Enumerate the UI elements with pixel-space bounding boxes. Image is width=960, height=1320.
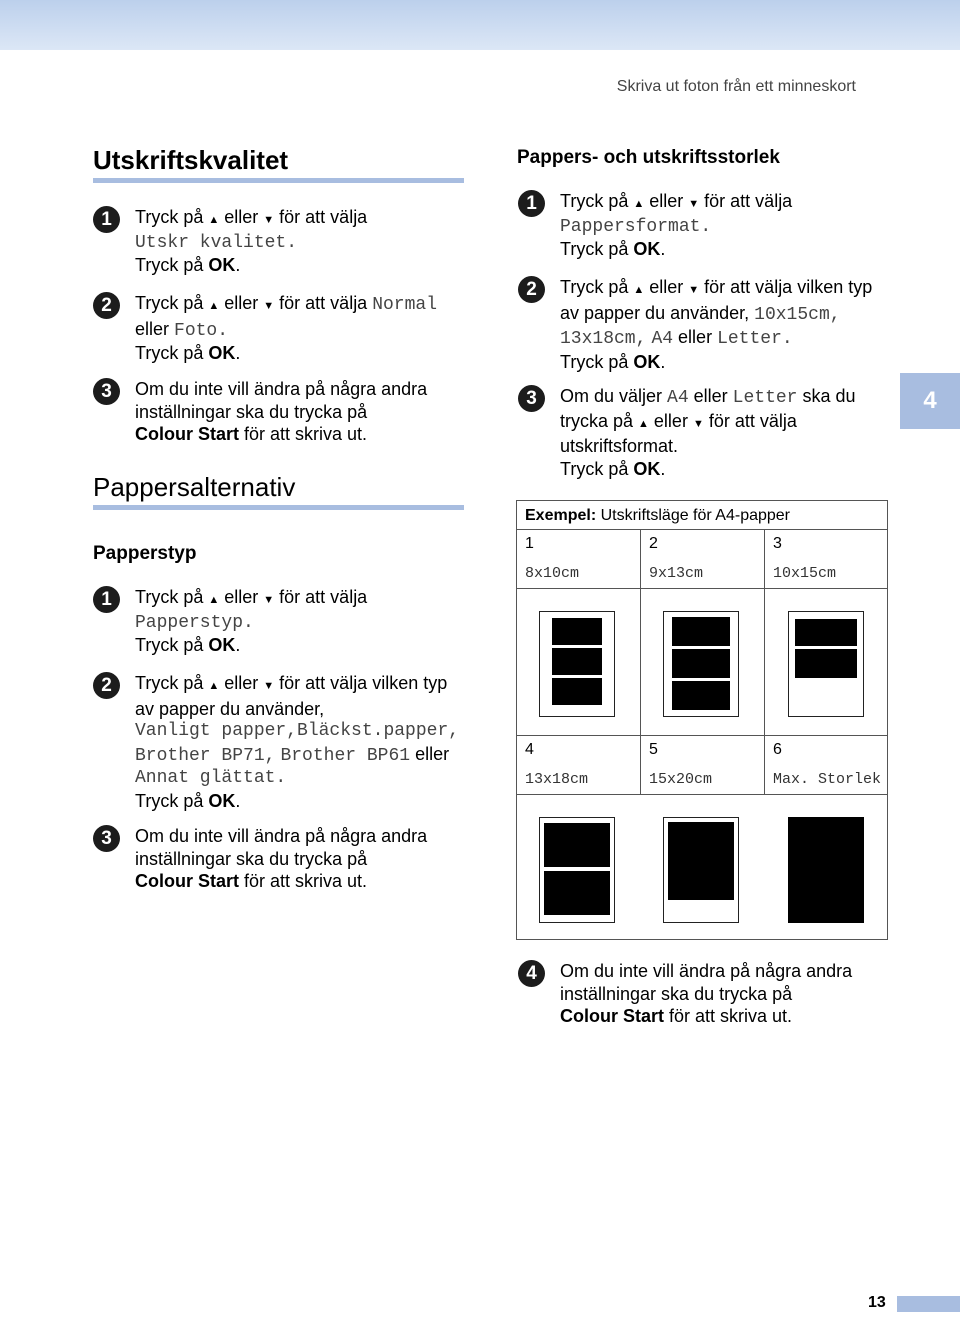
down-arrow-icon: ▼ (688, 198, 700, 210)
up-arrow-icon: ▲ (208, 300, 220, 312)
layout-size: 10x15cm (773, 565, 837, 582)
a4-paper-layout-2 (663, 611, 739, 717)
step-number: 3 (518, 385, 545, 412)
ok-key: OK (633, 239, 661, 259)
layout-size: Max. Storlek (773, 771, 882, 788)
running-header: Skriva ut foton från ett minneskort (616, 78, 856, 95)
down-arrow-icon: ▼ (263, 594, 275, 606)
step-number: 2 (93, 672, 120, 699)
step-number: 1 (93, 586, 120, 613)
a4-paper-layout-4 (539, 817, 615, 923)
section-rule (93, 178, 464, 183)
layout-size: 9x13cm (649, 565, 704, 582)
section-rule (93, 505, 464, 510)
menu-code: Utskr kvalitet. (135, 232, 298, 253)
menu-code: 10x15cm, (754, 304, 841, 325)
up-arrow-icon: ▲ (633, 284, 645, 296)
layout-number: 2 (649, 535, 658, 552)
down-arrow-icon: ▼ (688, 284, 700, 296)
colour-start-key: Colour Start (560, 1006, 665, 1026)
print-layout-table (516, 500, 888, 940)
up-arrow-icon: ▲ (208, 214, 220, 226)
menu-code: Vanligt papper,Bläckst.papper, (135, 721, 460, 741)
menu-code: Annat glättat. (135, 768, 287, 788)
down-arrow-icon: ▼ (692, 417, 704, 430)
a4-paper-layout-5 (663, 817, 739, 923)
ok-key: OK (633, 458, 661, 479)
up-arrow-icon: ▲ (633, 198, 645, 210)
up-arrow-icon: ▲ (208, 680, 220, 692)
layout-size: 13x18cm (525, 771, 589, 788)
section-title-paper-options: Pappersalternativ (93, 472, 296, 502)
up-arrow-icon: ▲ (208, 594, 220, 606)
step-number: 2 (93, 292, 120, 319)
layout-number: 6 (773, 741, 782, 758)
ok-key: OK (208, 343, 236, 363)
layout-number: 5 (649, 741, 658, 758)
menu-code: Brother BP71, (135, 745, 276, 766)
menu-code: Letter. (717, 329, 793, 349)
step-3: 3 Om du inte vill ändra på några andra inställningar ska du trycka på Colour Start för att skriva ut. (135, 378, 427, 446)
down-arrow-icon: ▼ (263, 680, 275, 692)
step-3: 3 Om du inte vill ändra på några andra inställningar ska du trycka på Colour Start för att skriva ut. (135, 825, 427, 893)
page-number: 13 (868, 1294, 886, 1311)
layout-size: 15x20cm (649, 771, 713, 788)
step-number: 1 (518, 190, 545, 217)
step-1: 1 Tryck på ▲ eller ▼ för att välja Papperstyp. Tryck på OK. (135, 586, 367, 657)
step-2: 2 Tryck på ▲ eller ▼ för att välja vilken typ av papper du använder, 10x15cm, 13x18cm, A4 eller Letter. Tryck på OK. (560, 276, 872, 373)
down-arrow-icon: ▼ (263, 300, 275, 312)
menu-code: Brother BP61 (280, 745, 411, 766)
a4-paper-layout-6 (788, 817, 864, 923)
menu-code: Papperstyp. (135, 612, 254, 633)
top-band (0, 0, 960, 50)
down-arrow-icon: ▼ (263, 214, 275, 226)
menu-code: 13x18cm, (560, 329, 647, 349)
step-1: 1 Tryck på ▲ eller ▼ för att välja Utskr kvalitet. Tryck på OK. (135, 206, 367, 277)
ok-key: OK (208, 255, 236, 275)
a4-paper-layout-3 (788, 611, 864, 717)
section-title-print-quality: Utskriftskvalitet (93, 145, 289, 175)
layout-number: 3 (773, 535, 782, 552)
colour-start-key: Colour Start (135, 871, 240, 891)
menu-code: A4 (651, 329, 674, 349)
ok-key: OK (633, 351, 661, 372)
step-number: 3 (93, 825, 120, 852)
chapter-tab: 4 (900, 373, 960, 429)
step-1: 1 Tryck på ▲ eller ▼ för att välja Pappersformat. Tryck på OK. (560, 190, 792, 261)
menu-code: Pappersformat. (560, 216, 712, 237)
step-4: 4 Om du inte vill ändra på några andra inställningar ska du trycka på Colour Start för att skriva ut. (560, 960, 852, 1028)
layout-number: 4 (525, 741, 534, 758)
step-number: 1 (93, 206, 120, 233)
ok-key: OK (208, 790, 236, 811)
menu-code: Letter (732, 388, 798, 408)
colour-start-key: Colour Start (135, 424, 240, 444)
step-3: 3 Om du väljer A4 eller Letter ska du trycka på ▲ eller ▼ för att välja utskriftsformat. Tryck på OK. (560, 385, 856, 480)
menu-code: Normal (372, 295, 438, 315)
section-title-paper-size: Pappers- och utskriftsstorlek (517, 147, 780, 168)
page-number-bar (897, 1296, 960, 1312)
step-number: 4 (518, 960, 545, 987)
step-2: 2 Tryck på ▲ eller ▼ för att välja vilken typ av papper du använder, Vanligt papper,Bläckst.papper, Brother BP71, Brother BP61 eller Annat glättat. Tryck på OK. (135, 672, 459, 812)
menu-code: Foto. (174, 320, 229, 341)
menu-code: A4 (667, 388, 689, 408)
layout-size: 8x10cm (525, 565, 580, 582)
step-2: 2 Tryck på ▲ eller ▼ för att välja Normal eller Foto. Tryck på OK. (135, 292, 437, 365)
step-number: 2 (518, 276, 545, 303)
ok-key: OK (208, 635, 236, 655)
up-arrow-icon: ▲ (638, 417, 649, 430)
subsection-title-paper-type: Papperstyp (93, 543, 197, 564)
step-number: 3 (93, 378, 120, 405)
table-caption: Exempel: Utskriftsläge för A4-papper (525, 507, 791, 524)
a4-paper-layout-1 (539, 611, 615, 717)
layout-number: 1 (525, 535, 534, 552)
